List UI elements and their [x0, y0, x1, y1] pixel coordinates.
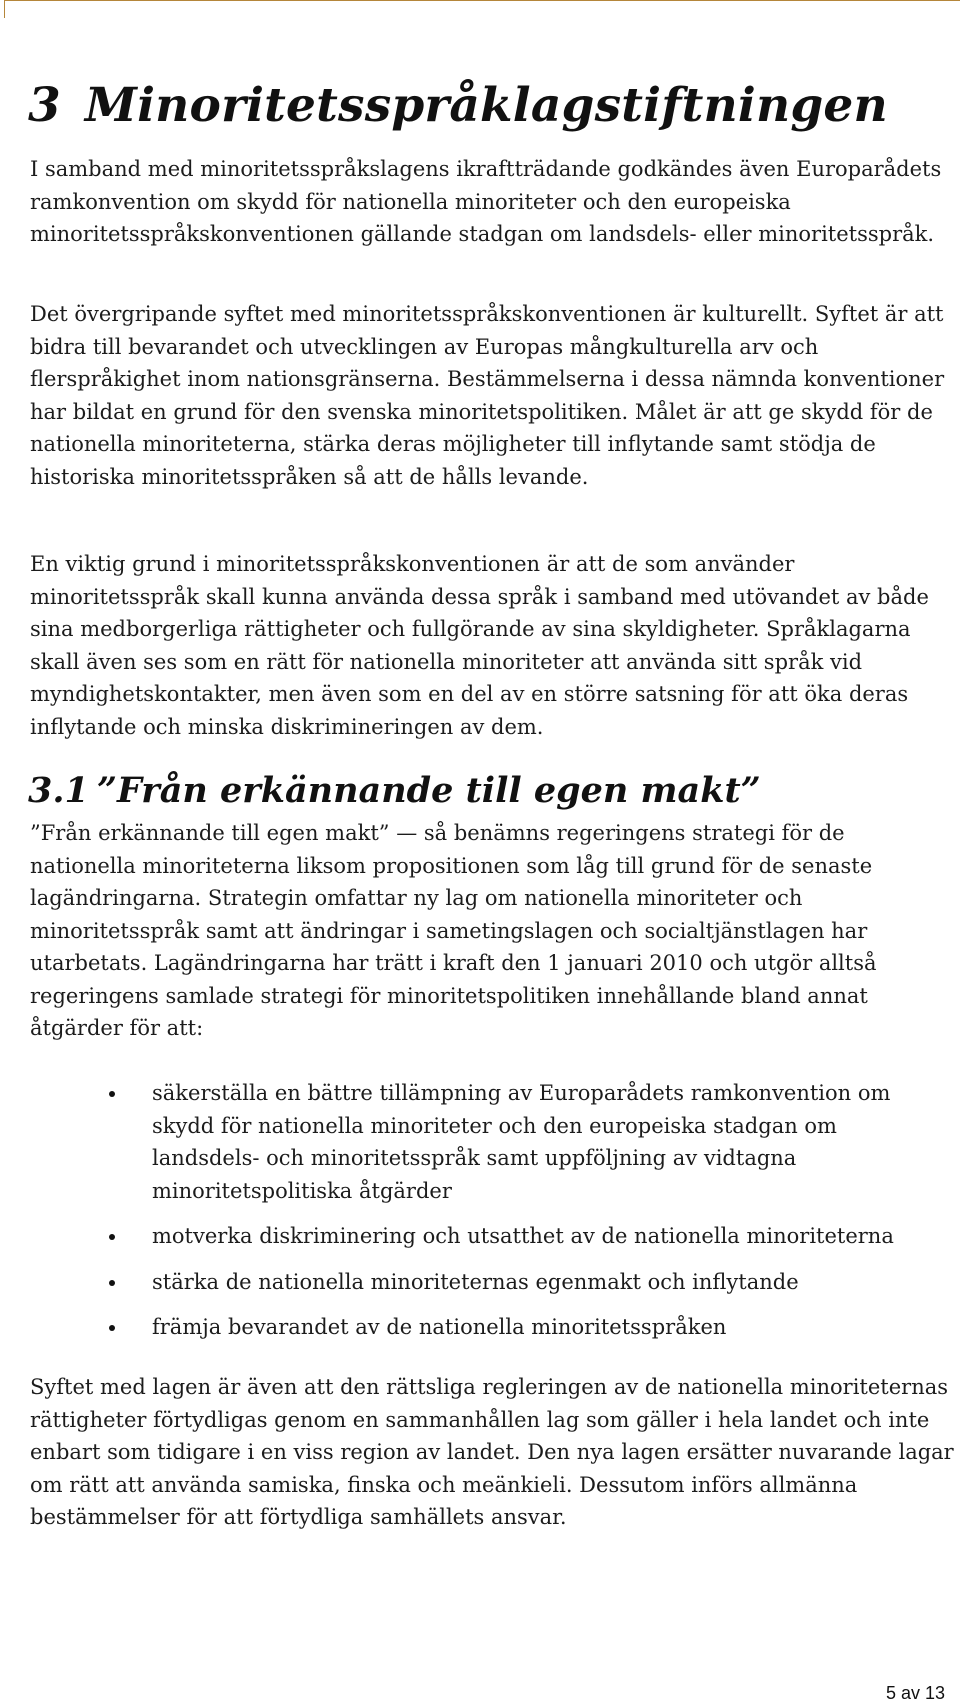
- section-heading: [28, 78, 888, 133]
- subsection-heading: [28, 770, 761, 811]
- list-item: [30, 1311, 930, 1344]
- list-item-text: säkerställa en bättre tillämpning av Europarådets ramkonvention om skydd för nationella minoriteter och den europeiska stadgan om landsdels- och minoritetsspråk samt uppföljning av vidtagna minoritetspolitiska åtgärder: [152, 1081, 891, 1203]
- paragraph: Det övergripande syftet med minoritetsspråkskonventionen är kulturellt. Syftet är att bidra till bevarandet och utvecklingen av Europas mångkulturella arv och flerspråkighet inom nationsgränserna. Bestämmelserna i dessa nämnda konventioner har bildat en grund för den svenska minoritetspolitiken. Målet är att ge skydd för de nationella minoriteterna, stärka deras möjligheter till inflytande samt stödja de historiska minoritetsspråken så att de hålls levande.: [30, 302, 945, 489]
- list-item: [30, 1266, 930, 1299]
- list-item: [30, 1220, 930, 1253]
- list-item-text: motverka diskriminering och utsatthet av de nationella minoriteterna: [152, 1224, 894, 1248]
- list-item-text: främja bevarandet av de nationella minoritetsspråken: [152, 1315, 727, 1339]
- page-corner-border: [4, 0, 960, 18]
- page-number: 5 av 13: [885, 1683, 945, 1703]
- section-title: Minoritetsspråklagstiftningen: [84, 78, 888, 133]
- paragraph: I samband med minoritetsspråkslagens ikraftträdande godkändes även Europarådets ramkonvention om skydd för nationella minoriteter och den europeiska minoritetsspråkskonventionen gällande stadgan om landsdels- eller minoritetsspråk.: [30, 157, 942, 246]
- paragraph: Syftet med lagen är även att den rättsliga regleringen av de nationella minoriteternas rättigheter förtydligas genom en sammanhållen lag som gäller i hela landet och inte enbart som tidigare i en viss region av landet. Den nya lagen ersätter nuvarande lagar om rätt att använda samiska, finska och meänkieli. Dessutom införs allmänna bestämmelser för att förtydliga samhällets ansvar.: [30, 1375, 954, 1529]
- list-item-text: stärka de nationella minoriteternas egenmakt och inflytande: [152, 1269, 799, 1294]
- subsection-number: 3.1: [28, 770, 89, 811]
- list-item: [30, 1077, 930, 1207]
- bullet-icon: [109, 1091, 115, 1097]
- paragraph: ”Från erkännande till egen makt” — så benämns regeringens strategi för de nationella minoriteterna liksom propositionen som låg till grund för de senaste lagändringarna. Strategin omfattar ny lag om nationella minoriteter och minoritetsspråk samt att ändringar i sametingslagen och socialtjänstlagen har utarbetats. Lagändringarna har trätt i kraft den 1 januari 2010 och utgör alltså regeringens samlade strategi för minoritetspolitiken innehållande bland annat åtgärder för att:: [30, 821, 877, 1040]
- bullet-icon: [109, 1234, 115, 1240]
- bullet-list: [30, 1077, 930, 1344]
- bullet-icon: [109, 1325, 115, 1331]
- section-number: 3: [28, 78, 61, 133]
- paragraph: En viktig grund i minoritetsspråkskonventionen är att de som använder minoritetsspråk skall kunna använda dessa språk i samband med utövandet av både sina medborgerliga rättigheter och fullgörande av sina skyldigheter. Språklagarna skall även ses som en rätt för nationella minoriteter att använda sitt språk vid myndighetskontakter, men även som en del av en större satsning för att öka deras inflytande och minska diskrimineringen av dem.: [30, 552, 929, 739]
- bullet-icon: [109, 1280, 115, 1286]
- subsection-title: ”Från erkännande till egen makt”: [96, 770, 761, 811]
